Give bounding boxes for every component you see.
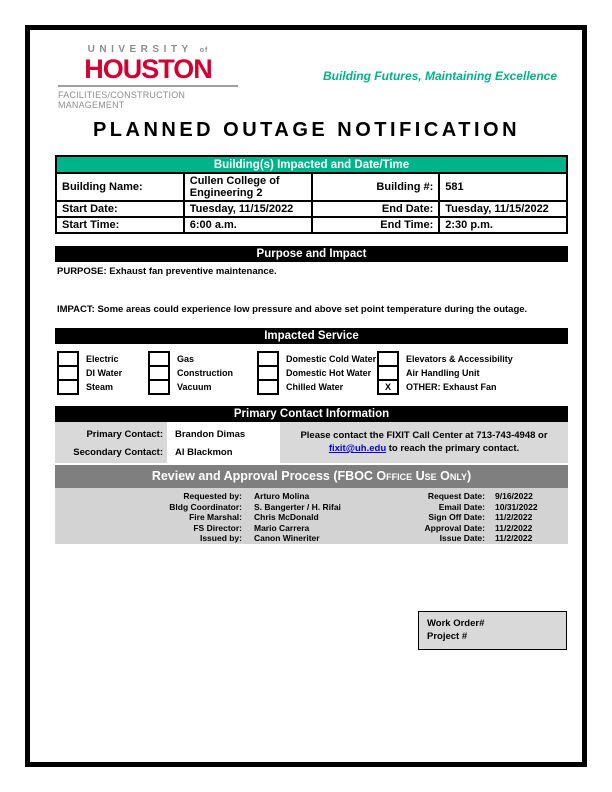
secondary-contact-label: Secondary Contact: <box>73 447 163 458</box>
table-row <box>56 217 567 233</box>
logo-university-line: UNIVERSITY of <box>87 44 209 55</box>
service-item-chilled-water <box>257 379 376 395</box>
review-row-requested <box>55 491 568 502</box>
checkbox-label-construction: Construction <box>177 368 233 378</box>
table-row <box>56 173 567 201</box>
service-item-vacuum <box>148 379 233 395</box>
checkbox-chilled-water <box>257 379 279 395</box>
contact-note <box>280 422 568 463</box>
contact-section-header: Primary Contact Information <box>55 406 568 422</box>
service-item-other <box>377 379 513 395</box>
fs-director-label: FS Director: <box>193 522 242 533</box>
checkbox-label-chilled-water: Chilled Water <box>286 382 344 392</box>
request-date-label: Request Date: <box>427 491 485 501</box>
sign-off-date-label: Sign Off Date: <box>428 512 485 522</box>
checkbox-label-gas: Gas <box>177 354 195 364</box>
building-number-label: Building #: <box>312 173 440 201</box>
checkbox-label-vacuum: Vacuum <box>177 382 212 392</box>
review-header-office-use: (FBOC Office Use Only) <box>333 469 472 483</box>
work-order-box <box>418 611 567 650</box>
email-date-label: Email Date: <box>438 501 485 512</box>
review-row-fire-marshal <box>55 512 568 523</box>
start-time-label: Start Time: <box>56 217 184 233</box>
contact-note-line1: Please contact the FIXIT Call Center at 713-743-4948 or <box>300 430 548 441</box>
service-item-steam <box>57 379 122 395</box>
checkbox-label-steam: Steam <box>86 382 114 392</box>
checkbox-label-other: OTHER: Exhaust Fan <box>406 382 497 392</box>
checkbox-label-domestic-hot-water: Domestic Hot Water <box>286 368 372 378</box>
bldg-coordinator-value: S. Bangerter / H. Rifai <box>254 501 341 512</box>
building-name-value: Cullen College of Engineering 2 <box>184 173 312 201</box>
building-section-header: Building(s) Impacted and Date/Time <box>56 156 567 173</box>
tagline: Building Futures, Maintaining Excellence <box>322 69 558 83</box>
page-title: PLANNED OUTAGE NOTIFICATION <box>92 119 521 141</box>
checkbox-other-checked: X <box>377 379 399 395</box>
contact-note-line2 <box>280 442 568 455</box>
review-row-coordinator <box>55 502 568 513</box>
purpose-section-header: Purpose and Impact <box>55 246 568 262</box>
review-section-header <box>55 465 568 488</box>
end-date-value: Tuesday, 11/15/2022 <box>439 201 567 217</box>
primary-contact-label: Primary Contact: <box>86 429 163 440</box>
service-column-2 <box>148 351 233 393</box>
fixit-email-link[interactable]: fixit@uh.edu <box>328 443 387 454</box>
issued-by-value: Canon Wineriter <box>254 533 320 543</box>
issue-date-value: 11/2/2022 <box>495 533 533 543</box>
work-order-label: Work Order# <box>427 618 485 629</box>
review-approval-body <box>55 488 568 544</box>
approval-date-label: Approval Date: <box>424 522 485 533</box>
issued-by-label: Issued by: <box>199 533 242 543</box>
fire-marshal-label: Fire Marshal: <box>189 512 242 522</box>
contact-note-line2-text: to reach the primary contact. <box>388 443 520 454</box>
approval-date-value: 11/2/2022 <box>495 522 533 533</box>
building-table <box>55 155 568 234</box>
checkbox-label-electric: Electric <box>86 354 119 364</box>
contact-names <box>167 422 280 463</box>
checkbox-vacuum <box>148 379 170 395</box>
sign-off-date-value: 11/2/2022 <box>495 512 533 522</box>
contact-labels <box>55 422 167 463</box>
review-header-main: Review and Approval Process <box>151 469 330 483</box>
start-date-value: Tuesday, 11/15/2022 <box>184 201 312 217</box>
logo-houston-wordmark: HOUSTON <box>84 54 212 84</box>
service-column-4 <box>377 351 513 393</box>
request-date-value: 9/16/2022 <box>495 491 533 501</box>
logo-divider <box>58 85 238 87</box>
fs-director-value: Mario Carrera <box>254 522 310 533</box>
building-name-label: Building Name: <box>56 173 184 201</box>
secondary-contact-value: Al Blackmon <box>175 447 233 458</box>
start-time-value: 6:00 a.m. <box>184 217 312 233</box>
services-section-header: Impacted Service <box>55 328 568 344</box>
bldg-coordinator-label: Bldg Coordinator: <box>169 501 242 512</box>
start-date-label: Start Date: <box>56 201 184 217</box>
checkbox-steam <box>57 379 79 395</box>
building-number-value: 581 <box>439 173 567 201</box>
checkbox-label-di-water: DI Water <box>86 368 123 378</box>
service-column-3 <box>257 351 376 393</box>
requested-by-label: Requested by: <box>183 491 242 501</box>
checkbox-label-air-handling-unit: Air Handling Unit <box>406 368 480 378</box>
email-date-value: 10/31/2022 <box>495 501 538 512</box>
end-date-label: End Date: <box>312 201 440 217</box>
checkbox-label-domestic-cold-water: Domestic Cold Water <box>286 354 377 364</box>
service-checkbox-grid <box>55 351 568 399</box>
uh-logo <box>58 44 238 110</box>
issue-date-label: Issue Date: <box>439 533 485 543</box>
requested-by-value: Arturo Molina <box>254 491 310 501</box>
project-number-label: Project # <box>427 631 468 642</box>
primary-contact-value: Brandon Dimas <box>175 429 246 440</box>
review-row-issued <box>55 533 568 544</box>
impact-text: IMPACT: Some areas could experience low pressure and above set point temperature during the outage. <box>57 304 528 315</box>
checkbox-label-elevators: Elevators & Accessibility <box>406 354 513 364</box>
fire-marshal-value: Chris McDonald <box>254 512 319 522</box>
contact-section <box>55 422 568 463</box>
review-row-fs-director <box>55 523 568 534</box>
service-column-1 <box>57 351 122 393</box>
end-time-value: 2:30 p.m. <box>439 217 567 233</box>
purpose-text: PURPOSE: Exhaust fan preventive maintenance. <box>57 266 277 277</box>
end-time-label: End Time: <box>312 217 440 233</box>
logo-department: FACILITIES/CONSTRUCTION MANAGEMENT <box>58 90 186 110</box>
table-row <box>56 201 567 217</box>
